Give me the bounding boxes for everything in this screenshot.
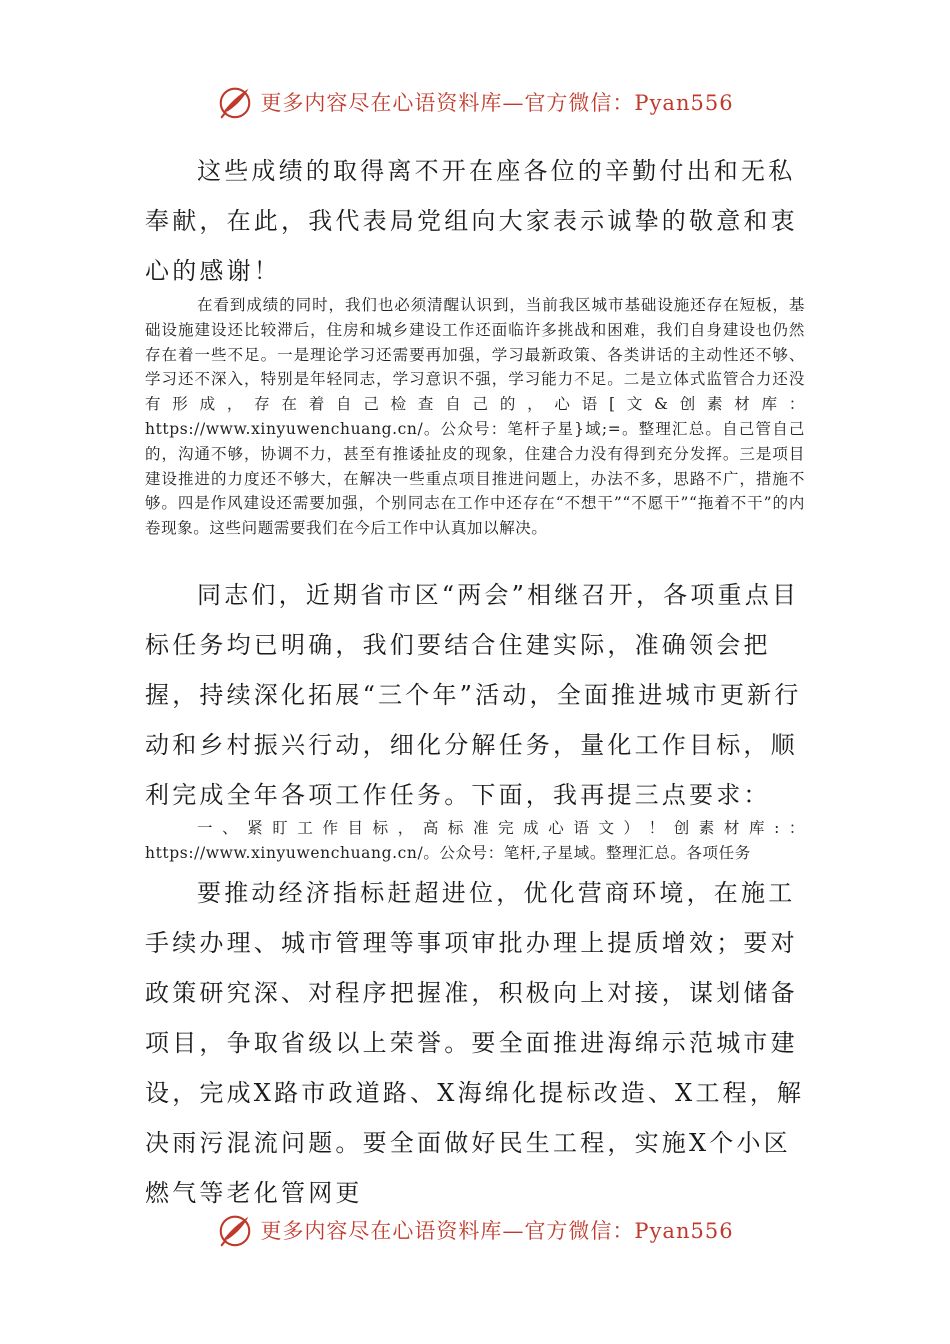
paragraph-requirements-intro: 同志们，近期省市区“两会”相继召开，各项重点目标任务均已明确，我们要结合住建实际，准确领会把握，持续深化拓展“三个年”活动，全面推进城市更新行动和乡村振兴行动，细化分解任务，量化工作目标，顺利完成全年各项工作任务。下面，我再提三点要求： [145, 581, 802, 809]
banner-text: 更多内容尽在心语资料库—官方微信：Pyan556 [260, 1219, 734, 1243]
banner-text: 更多内容尽在心语资料库—官方微信：Pyan556 [260, 91, 734, 115]
quill-logo-icon [216, 1211, 254, 1249]
footer-watermark-banner [0, 1208, 950, 1252]
paragraph-tasks: 要推动经济指标赶超进位，优化营商环境，在施工手续办理、城市管理等事项审批办理上提质增效；要对政策研究深、对程序把握准，积极向上对接，谋划储备项目，争取省级以上荣誉。要全面推进海绵示范城市建设，完成X路市政道路、X海绵化提标改造、X工程，解决雨污混流问题。要全面做好民生工程，实施X个小区燃气等老化管网更 [145, 879, 805, 1207]
heading-section-one: 一、紧盯工作目标，高标准完成心语文）！创素材库:：https://www.xinyuwenchuang.cn/。公众号：笔杆,子星域。整理汇总。各项任务 [145, 819, 805, 862]
paragraph-thanks: 这些成绩的取得离不开在座各位的辛勤付出和无私奉献，在此，我代表局党组向大家表示诚挚的敬意和衷心的感谢！ [145, 157, 798, 285]
quill-logo-icon [216, 83, 254, 121]
paragraph-shortcomings: 在看到成绩的同时，我们也必须清醒认识到，当前我区城市基础设施还存在短板，基础设施建设还比较滞后，住房和城乡建设工作还面临许多挑战和困难，我们自身建设也仍然存在着一些不足。一是理论学习还需要再加强，学习最新政策、各类讲话的主动性还不够、学习还不深入，特别是年轻同志，学习意识不强，学习能力不足。二是立体式监管合力还没有形成，存在着自己检查自己的，心语[文&创素材库：https://www.xinyuwenchuang.cn/。公众号：笔杆子星}域;=。整理汇总。自己管自己的，沟通不够，协调不力，甚至有推诿扯皮的现象，住建合力没有得到充分发挥。三是项目建设推进的力度还不够大，在解决一些重点项目推进问题上，办法不多，思路不广，措施不够。四是作风建设还需要加强，个别同志在工作中还存在“不想干”“不愿干”“拖着不干”的内卷现象。这些问题需要我们在今后工作中认真加以解决。 [145, 296, 805, 538]
header-watermark-banner [0, 80, 950, 124]
